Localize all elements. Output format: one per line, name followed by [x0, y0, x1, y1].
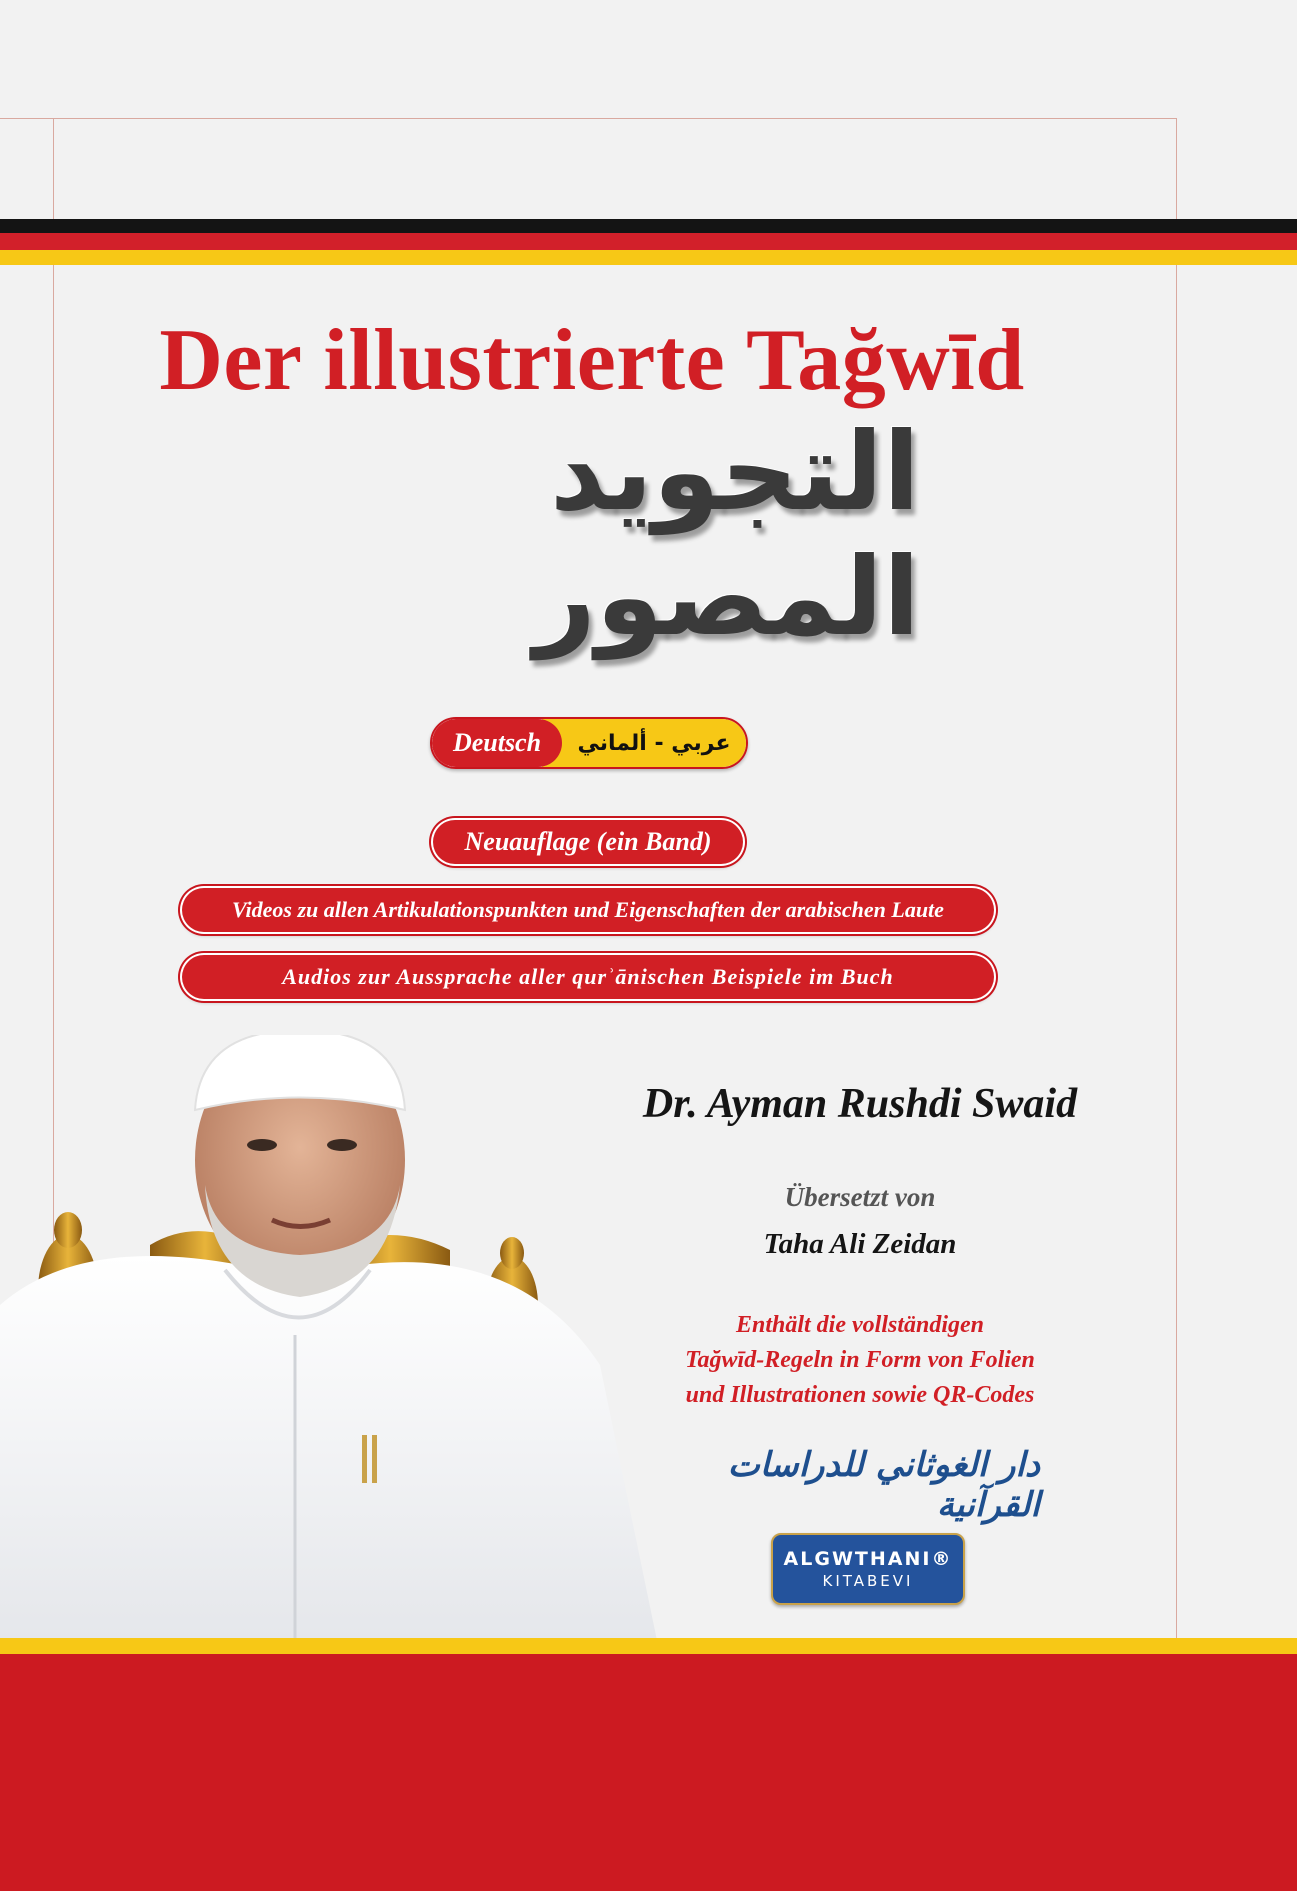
publisher-badge-line-1: ALGWTHANI® [783, 1548, 953, 1570]
language-german: Deutsch [432, 719, 562, 767]
publisher-arabic-logo: دار الغوثاني للدراسات القرآنية [727, 1445, 1040, 1525]
badge-new-edition: Neuauflage (ein Band) [433, 820, 743, 864]
flag-stripe-gold [0, 250, 1297, 265]
translated-by-label: Übersetzt von [784, 1182, 936, 1212]
badge-videos: Videos zu allen Artikulationspunkten und Eigenschaften der arabischen Laute [182, 888, 994, 932]
contains-line-2: Tağwīd-Regeln in Form von Folien [685, 1347, 1035, 1373]
arabic-title-text: التجويد المصور [533, 410, 920, 660]
author-name: Dr. Ayman Rushdi Swaid [642, 1081, 1078, 1127]
flag-stripe-red [0, 233, 1297, 250]
badge-audios: Audios zur Aussprache aller qurʾānischen Beispiele im Buch [182, 955, 994, 999]
arabic-title [260, 410, 920, 660]
bottom-stripe-gold [0, 1638, 1297, 1654]
contains-line-1: Enthält die vollständigen [735, 1312, 985, 1338]
bottom-band-red [0, 1654, 1297, 1891]
portrait-photo [0, 1035, 660, 1655]
contains-text [600, 1308, 1120, 1413]
publisher-badge [771, 1533, 965, 1605]
publisher-badge-line-2: KITABEVI [822, 1572, 914, 1590]
flag-stripe-black [0, 219, 1297, 233]
language-arabic: عربي - ألماني [542, 719, 746, 767]
translator-name: Taha Ali Zeidan [763, 1228, 957, 1260]
language-badge [430, 717, 748, 769]
crop-line-top [0, 118, 1177, 119]
contains-line-3: und Illustrationen sowie QR-Codes [685, 1382, 1035, 1408]
book-title: Der illustrierte Tağwīd [159, 312, 1025, 409]
